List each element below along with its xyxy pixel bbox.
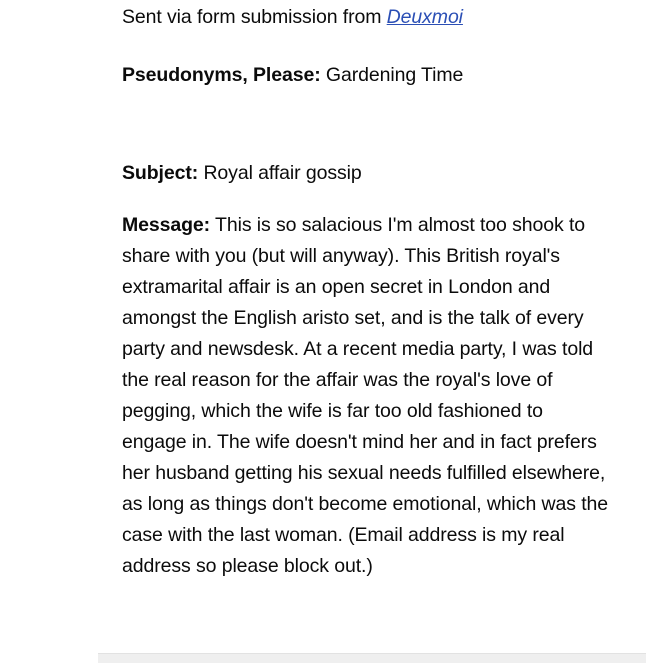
sent-via-line: [122, 2, 608, 33]
bottom-edge-strip: [98, 653, 646, 663]
pseudonyms-label: Pseudonyms, Please:: [122, 64, 321, 86]
message-body: This is so salacious I'm almost too shook to share with you (but will anyway). This British royal's extramarital affair is an open secret in London and amongst the English aristo set, and is the talk of every party and newsdesk. At a recent media party, I was told the real reason for the affair was the royal's love of pegging, which the wife is far too old fashioned to engage in. The wife doesn't mind her and in fact prefers her husband getting his sexual needs fulfilled elsewhere, as long as things don't become emotional, which was the case with the last woman. (Email address is my real address so please block out.): [122, 214, 609, 577]
pseudonyms-field: [122, 60, 608, 91]
pseudonyms-value: Gardening Time: [320, 64, 464, 86]
source-link[interactable]: Deuxmoi: [386, 6, 463, 28]
message-label: Message:: [122, 214, 211, 236]
left-margin: [0, 0, 98, 663]
subject-field: [122, 158, 608, 189]
sent-via-prefix: Sent via form submission from: [122, 6, 387, 28]
subject-value: Royal affair gossip: [198, 162, 362, 184]
document-content: [122, 0, 608, 582]
subject-label: Subject:: [122, 162, 199, 184]
message-field: [122, 210, 608, 582]
